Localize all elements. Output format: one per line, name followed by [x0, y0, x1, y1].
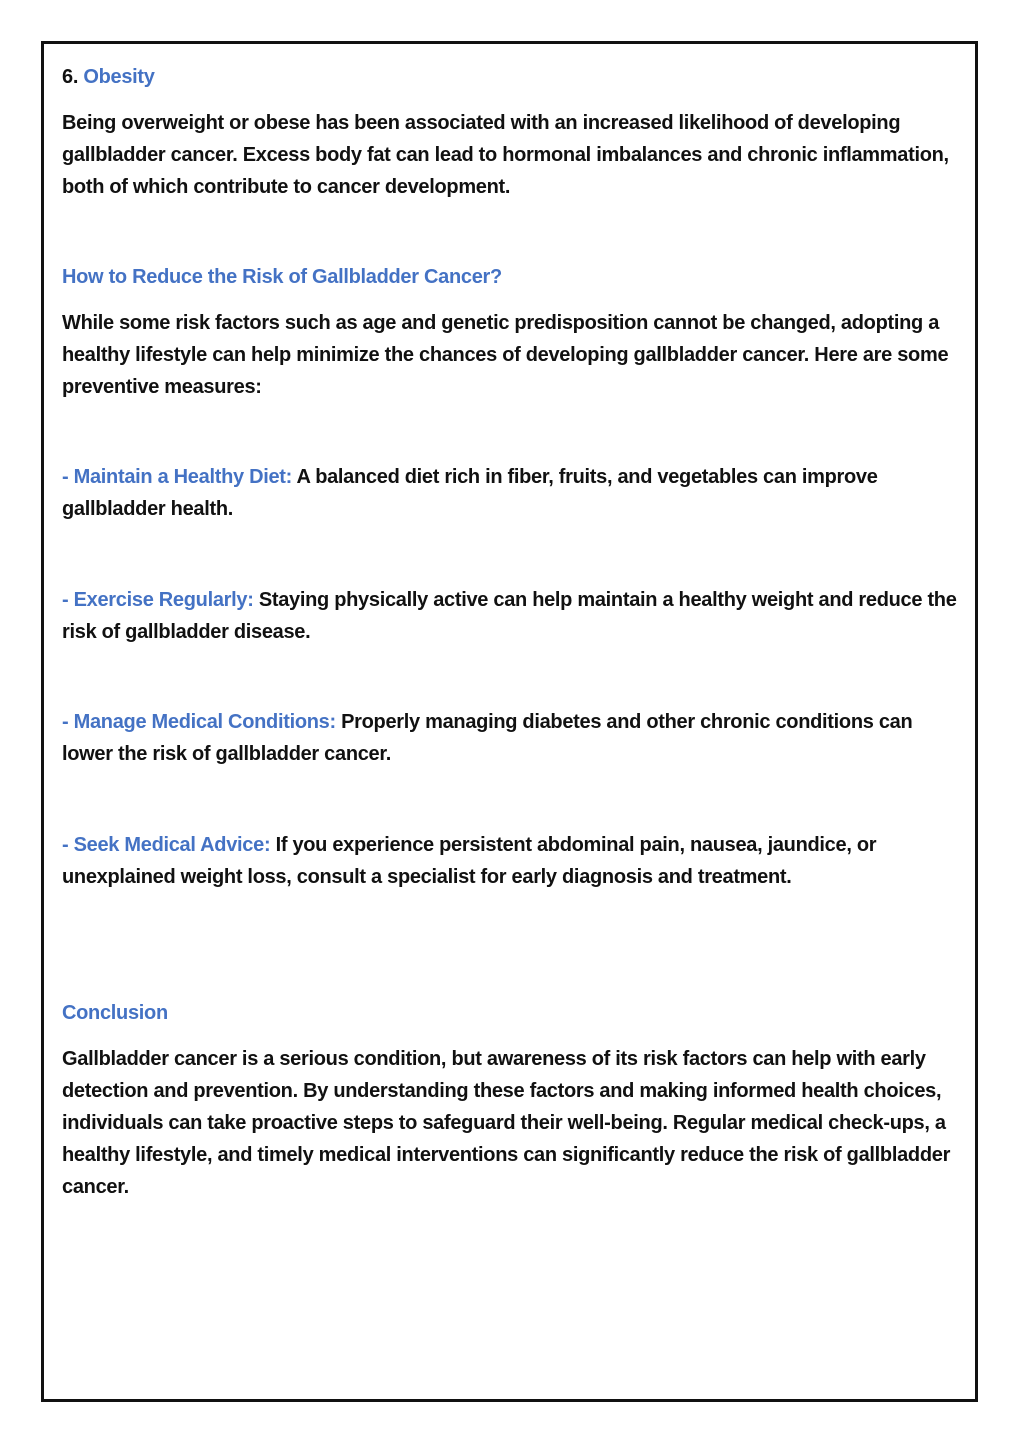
- measure-label: - Exercise Regularly:: [62, 589, 254, 611]
- measure-exercise: [62, 584, 964, 648]
- measure-text: A balanced diet rich in fiber, fruits, and vegetables can improve gallbladder health.: [62, 466, 878, 520]
- measure-medical-conditions: [62, 706, 964, 770]
- reduce-risk-intro: While some risk factors such as age and genetic predisposition cannot be changed, adopting a healthy lifestyle can help minimize the chances of developing gallbladder cancer. Here are some preventive measures:: [62, 312, 949, 398]
- obesity-body: Being overweight or obese has been associated with an increased likelihood of developing gallbladder cancer. Excess body fat can lead to hormonal imbalances and chronic inflammation, both of which contribute to cancer development.: [62, 112, 949, 198]
- reduce-risk-heading: How to Reduce the Risk of Gallbladder Cancer?: [62, 266, 502, 288]
- obesity-number: 6.: [62, 66, 79, 88]
- conclusion-body: Gallbladder cancer is a serious condition, but awareness of its risk factors can help with early detection and prevention. By understanding these factors and making informed health choices, individuals can take proactive steps to safeguard their well-being. Regular medical check-ups, a healthy lifestyle, and timely medical interventions can significantly reduce the risk of gallbladder cancer.: [62, 1048, 951, 1198]
- measure-text: If you experience persistent abdominal pain, nausea, jaundice, or unexplained weight loss, consult a specialist for early diagnosis and treatment.: [62, 834, 877, 888]
- measure-text: Properly managing diabetes and other chronic conditions can lower the risk of gallbladder cancer.: [62, 711, 913, 765]
- measure-label: - Maintain a Healthy Diet:: [62, 466, 293, 488]
- measure-medical-advice: [62, 829, 964, 893]
- measure-text: Staying physically active can help maintain a healthy weight and reduce the risk of gallbladder disease.: [62, 589, 957, 643]
- obesity-title: Obesity: [83, 66, 155, 88]
- conclusion-heading: Conclusion: [62, 1002, 168, 1024]
- obesity-heading: [62, 61, 964, 93]
- measure-label: - Seek Medical Advice:: [62, 834, 271, 856]
- measure-healthy-diet: [62, 461, 964, 525]
- measure-label: - Manage Medical Conditions:: [62, 711, 336, 733]
